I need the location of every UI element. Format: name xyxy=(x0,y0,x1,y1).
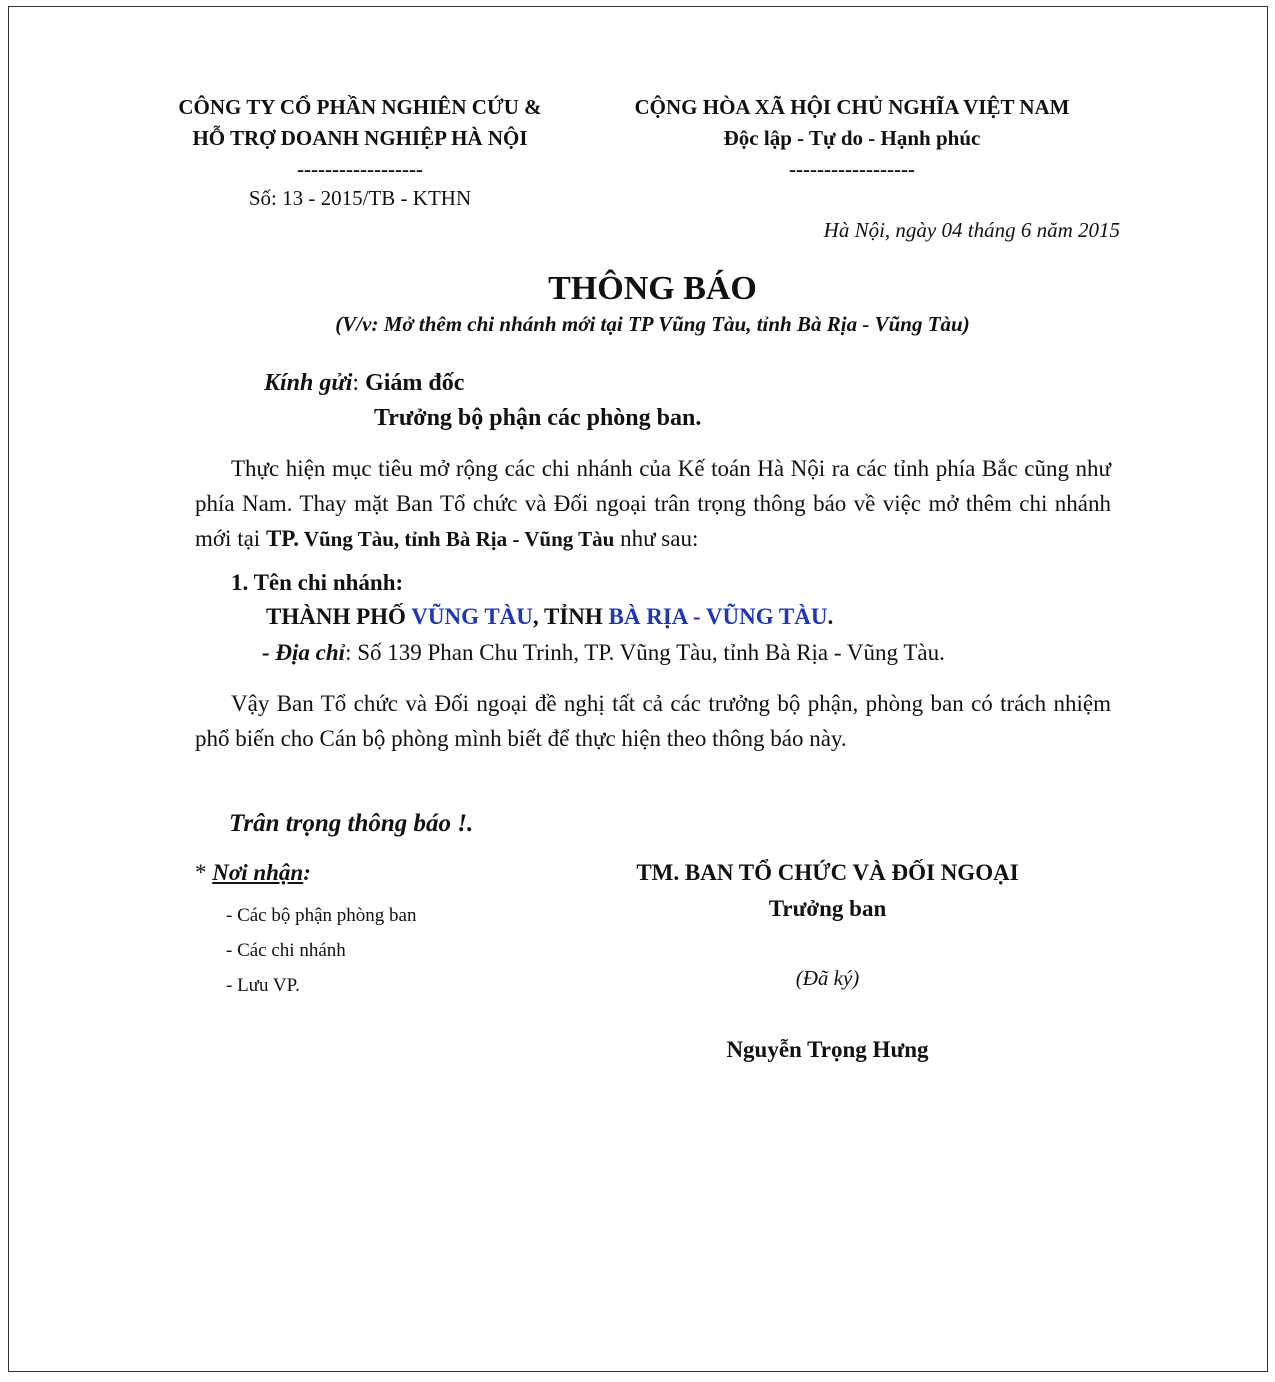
address-label: - Địa chỉ xyxy=(262,640,346,665)
recipient-item: - Lưu VP. xyxy=(226,975,300,996)
national-title: CỘNG HÒA XÃ HỘI CHỦ NGHĨA VIỆT NAM xyxy=(634,95,1070,119)
recipient-departments: Trưởng bộ phận các phòng ban. xyxy=(374,405,702,431)
company-divider: ------------------ xyxy=(297,157,423,181)
signature-block xyxy=(560,860,1095,1062)
recipient-label: Kính gửi xyxy=(264,370,353,396)
recipients-asterisk: * xyxy=(195,860,213,885)
signature-note: (Đã ký) xyxy=(795,966,860,990)
national-header xyxy=(612,92,1092,185)
company-name-line2: HỖ TRỢ DOANH NGHIỆP HÀ NỘI xyxy=(192,126,528,150)
recipient-item: - Các bộ phận phòng ban xyxy=(226,905,417,926)
closing-greeting: Trân trọng thông báo !. xyxy=(229,810,474,837)
address-value: : Số 139 Phan Chu Trinh, TP. Vũng Tàu, tỉnh Bà Rịa - Vũng Tàu. xyxy=(345,640,945,665)
signature-role: Trưởng ban xyxy=(768,896,887,921)
recipients-colon: : xyxy=(303,860,311,885)
branch-province: BÀ RỊA - VŨNG TÀU xyxy=(608,604,828,629)
document-subtitle: (V/v: Mở thêm chi nhánh mới tại TP Vũng Tàu, tỉnh Bà Rịa - Vũng Tàu) xyxy=(335,312,970,336)
national-divider: ------------------ xyxy=(789,157,915,181)
national-motto: Độc lập - Tự do - Hạnh phúc xyxy=(723,126,981,150)
company-header xyxy=(160,92,560,185)
recipient-item: - Các chi nhánh xyxy=(226,940,346,961)
recipient-colon: : xyxy=(352,370,366,396)
recipients-heading-text: Nơi nhận xyxy=(212,860,304,885)
branch-part2: , TỈNH xyxy=(532,604,609,629)
request-paragraph: Vậy Ban Tổ chức và Đối ngoại đề nghị tất cả các trưởng bộ phận, phòng ban có trách nhiệm phổ biến cho Cán bộ phòng mình biết để thực hiện theo thông báo này. xyxy=(195,691,1111,751)
branch-end: . xyxy=(827,604,834,629)
recipient-director: Giám đốc xyxy=(365,370,465,396)
intro-paragraph xyxy=(195,451,1111,557)
recipient-line xyxy=(264,370,464,397)
intro-bold-prefix: TP. xyxy=(265,526,299,551)
recipients-heading xyxy=(195,860,311,886)
branch-city: VŨNG TÀU xyxy=(411,604,533,629)
document-number: Số: 13 - 2015/TB - KTHN xyxy=(248,186,472,210)
intro-text-end: như sau: xyxy=(614,526,699,551)
document-date: Hà Nội, ngày 04 tháng 6 năm 2015 xyxy=(823,218,1120,242)
recipients-list xyxy=(226,898,416,1003)
document-title: THÔNG BÁO xyxy=(548,270,757,307)
signer-name: Nguyễn Trọng Hưng xyxy=(726,1037,929,1062)
branch-name xyxy=(266,604,833,630)
branch-part1: THÀNH PHỐ xyxy=(266,604,412,629)
company-name-line1: CÔNG TY CỔ PHẦN NGHIÊN CỨU & xyxy=(178,95,542,119)
section-branch-name-heading: 1. Tên chi nhánh: xyxy=(231,570,404,595)
branch-address xyxy=(262,640,945,666)
signature-organization: TM. BAN TỔ CHỨC VÀ ĐỐI NGOẠI xyxy=(636,860,1019,885)
intro-bold-location: Vũng Tàu, tỉnh Bà Rịa - Vũng Tàu xyxy=(298,527,615,551)
intro-text: Thực hiện mục tiêu mở rộng các chi nhánh của Kế toán Hà Nội ra các tỉnh phía Bắc cũng như phía Nam. Thay mặt Ban Tổ chức và Đối ngoại trân trọng thông báo về việc mở thêm chi nhánh mới tại xyxy=(195,456,1111,551)
